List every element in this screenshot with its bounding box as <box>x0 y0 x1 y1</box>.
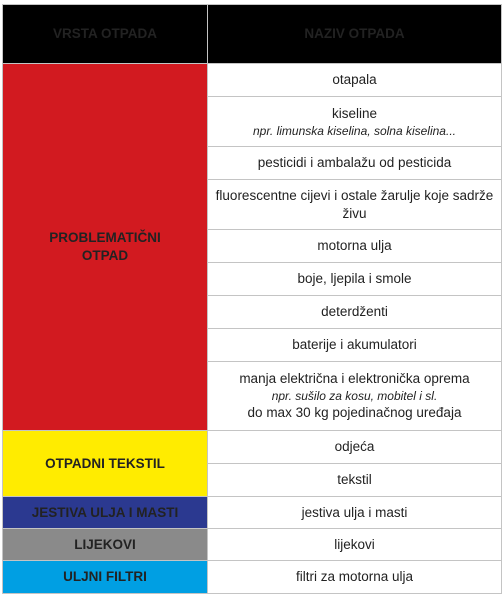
category-medicines: LIJEKOVI <box>3 529 208 561</box>
item-pesticides: pesticidi i ambalažu od pesticida <box>208 147 502 180</box>
item-textile: tekstil <box>208 464 502 497</box>
item-electronics-limit: do max 30 kg pojedinačnog uređaja <box>247 405 462 420</box>
item-edible-oils: jestiva ulja i masti <box>208 497 502 529</box>
item-medicines: lijekovi <box>208 529 502 561</box>
waste-table <box>2 4 502 594</box>
table-row <box>3 64 502 97</box>
item-clothing: odjeća <box>208 431 502 464</box>
category-textile-waste: OTPADNI TEKSTIL <box>3 431 208 497</box>
header-row <box>3 5 502 64</box>
category-label-line1: PROBLEMATIČNI <box>49 230 161 245</box>
item-motor-oils: motorna ulja <box>208 230 502 263</box>
item-fluorescent-tubes: fluorescentne cijevi i ostale žarulje koje sadrže živu <box>208 180 502 230</box>
item-acids-note: npr. limunska kiselina, solna kiselina... <box>253 123 456 138</box>
item-acids <box>208 97 502 147</box>
item-electronics-label: manja električna i elektronička oprema <box>239 371 470 386</box>
item-batteries: baterije i akumulatori <box>208 329 502 362</box>
item-paints-glues: boje, ljepila i smole <box>208 263 502 296</box>
table-row <box>3 497 502 529</box>
item-acids-label: kiseline <box>331 105 378 121</box>
item-oil-filters: filtri za motorna ulja <box>208 561 502 594</box>
item-electronics-note: npr. sušilo za kosu, mobitel i sl. <box>271 389 438 403</box>
table-row <box>3 561 502 594</box>
item-detergents: deterdženti <box>208 296 502 329</box>
category-label-line2: OTPAD <box>81 248 129 263</box>
item-solvents: otapala <box>208 64 502 97</box>
category-problematic-waste <box>3 64 208 431</box>
header-waste-name: NAZIV OTPADA <box>208 5 502 64</box>
category-edible-oils: JESTIVA ULJA I MASTI <box>3 497 208 529</box>
header-waste-type: VRSTA OTPADA <box>3 5 208 64</box>
table-row <box>3 431 502 464</box>
table-row <box>3 529 502 561</box>
category-oil-filters: ULJNI FILTRI <box>3 561 208 594</box>
item-electronics <box>208 362 502 431</box>
